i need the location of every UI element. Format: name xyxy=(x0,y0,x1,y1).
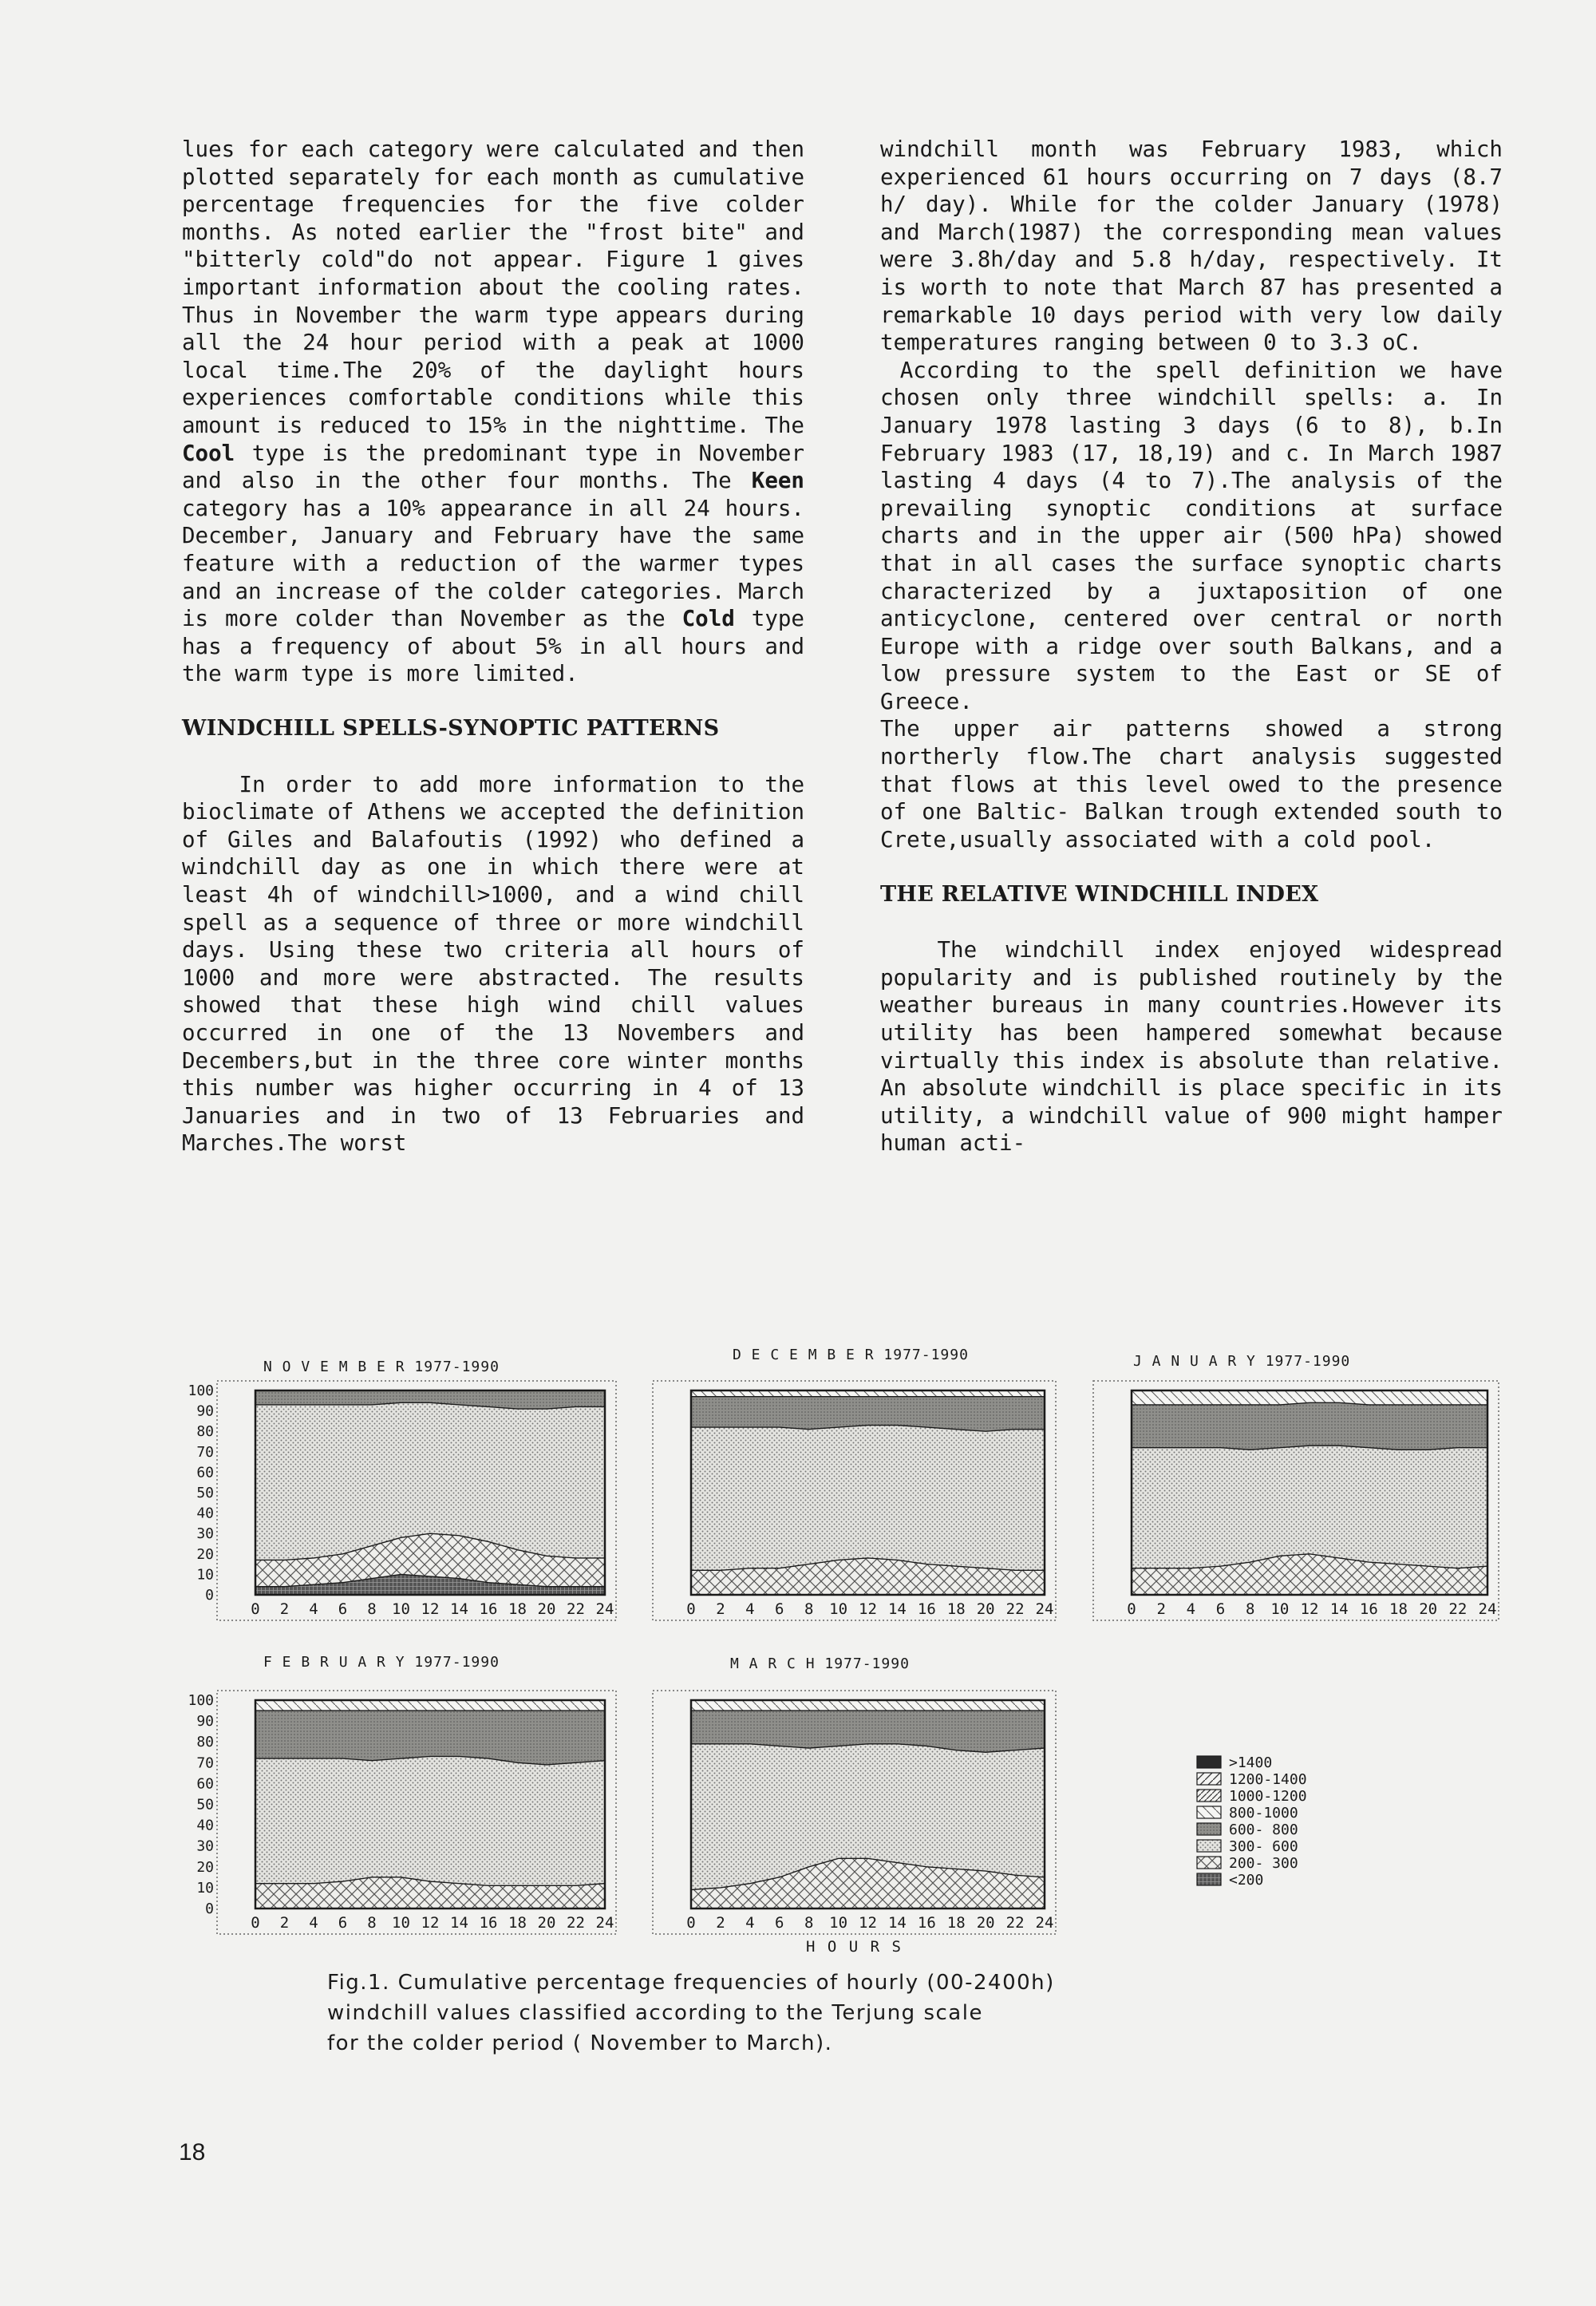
x-axis-label: H O U R S xyxy=(806,1938,903,1956)
y-tick-label: 100 xyxy=(188,1382,214,1399)
area-300-600 xyxy=(1132,1446,1487,1595)
area-800-1000 xyxy=(691,1390,1045,1595)
section-heading-relative-windchill: THE RELATIVE WINDCHILL INDEX xyxy=(880,882,1319,908)
x-tick-label: 24 xyxy=(1035,1600,1054,1618)
plot-background xyxy=(255,1390,605,1595)
x-tick-label: 2 xyxy=(279,1600,290,1618)
x-tick-label: 22 xyxy=(567,1600,585,1618)
area-200-300 xyxy=(255,1877,605,1908)
x-tick-label: 4 xyxy=(309,1914,318,1932)
right-paragraph-3: The upper air patterns showed a strong northerly flow.The chart analysis suggested that flows at this level owed to the presence of one Baltic- Balkan trough extended south to Crete,usually associated with a cold pool. xyxy=(880,716,1503,852)
x-tick-label: 2 xyxy=(716,1914,725,1932)
x-tick-label: 14 xyxy=(450,1600,468,1618)
right-paragraph-4: The windchill index enjoyed widespread popularity and is published routinely by the weather bureaus in many countries.However its utility has been hampered somewhat because virtually this index is absolute than relative. An absolute windchill is place specific in its utility, a windchill value of 900 might hamper human acti- xyxy=(880,937,1503,1157)
cool-term: Cool xyxy=(182,440,235,466)
x-tick-label: 12 xyxy=(1300,1600,1319,1618)
legend-swatch xyxy=(1197,1823,1221,1835)
panel-frame xyxy=(217,1381,616,1620)
area-800-1000 xyxy=(691,1700,1045,1908)
x-tick-label: 20 xyxy=(976,1600,995,1618)
chart-title: D E C E M B E R 1977-1990 xyxy=(733,1347,969,1363)
x-tick-label: 14 xyxy=(450,1914,468,1932)
x-tick-label: 6 xyxy=(775,1600,784,1618)
x-tick-label: 18 xyxy=(946,1600,966,1618)
legend-label: 1000-1200 xyxy=(1229,1788,1307,1805)
area-200-300 xyxy=(1132,1554,1487,1595)
y-tick-label: 80 xyxy=(196,1423,214,1441)
y-tick-label: 30 xyxy=(196,1837,214,1855)
area-200-300 xyxy=(691,1858,1045,1908)
x-tick-label: 18 xyxy=(946,1914,966,1932)
area-600-800 xyxy=(691,1397,1045,1595)
chart-panel-4 xyxy=(188,1654,616,1934)
left-p1c-text: category has a 10% appearance in all 24 hours. December, January and February have the same feature with a reduction of the warmer types and an increase of the colder categories. March is more colder than November as the xyxy=(182,495,804,632)
x-tick-label: 0 xyxy=(1127,1600,1136,1618)
x-tick-label: 20 xyxy=(537,1600,556,1618)
legend-swatch xyxy=(1197,1840,1221,1852)
x-tick-label: 10 xyxy=(392,1914,410,1932)
x-tick-label: 2 xyxy=(279,1914,290,1932)
y-tick-label: 60 xyxy=(196,1775,214,1793)
x-tick-label: 22 xyxy=(1448,1600,1468,1618)
y-tick-label: 90 xyxy=(196,1713,214,1730)
x-tick-label: 6 xyxy=(775,1914,784,1932)
right-paragraph-2: According to the spell definition we have chosen only three windchill spells: a. In January 1978 lasting 3 days (6 to 8), b.In February 1983 (17, 18,19) and c. In March 1987 lasting 4 days (4 to 7).The analysis of the prevailing synoptic conditions at surface charts and in the upper air (500 hPa) showed that in all cases the surface synoptic charts characterized by a juxtaposition of one anticyclone, centered over central or north Europe with a ridge over south Balkans, and a low pressure system to the East or SE of Greece. xyxy=(880,357,1503,714)
x-tick-label: 22 xyxy=(1005,1600,1025,1618)
x-tick-label: 18 xyxy=(1389,1600,1408,1618)
area-300-600 xyxy=(691,1744,1045,1908)
left-paragraph-2: In order to add more information to the bioclimate of Athens we accepted the definition of Giles and Balafoutis (1992) who defined a windchill day as one in which there were at least 4h of windchill>1000, and a wind chill spell as a sequence of three or more windchill days. Using these two criteria all hours of 1000 and more were abstracted. The results showed that these high wind chill values occurred in one of the 13 Novembers and Decembers,but in the three core winter months this number was higher occurring in 4 of 13 Januaries and in two of 13 Februaries and Marches.The worst xyxy=(182,771,804,1157)
y-tick-label: 10 xyxy=(196,1879,214,1897)
plot-background xyxy=(691,1390,1045,1595)
area-600-800 xyxy=(1132,1402,1487,1595)
area-200 xyxy=(255,1574,605,1595)
figure-caption xyxy=(327,1968,1396,2059)
y-tick-label: 10 xyxy=(196,1566,214,1584)
x-tick-label: 4 xyxy=(745,1914,755,1932)
left-paragraph-1 xyxy=(182,136,804,688)
left-p1b-text: type is the predominant type in November and also in the other four months. The xyxy=(182,440,804,494)
panel-frame xyxy=(653,1691,1056,1934)
x-tick-label: 16 xyxy=(479,1600,498,1618)
right-column xyxy=(880,136,1503,1157)
legend-swatch xyxy=(1197,1756,1221,1768)
x-tick-label: 24 xyxy=(595,1600,614,1618)
x-tick-label: 20 xyxy=(976,1914,995,1932)
caption-line-1: Fig.1. Cumulative percentage frequencies of hourly (00-2400h) xyxy=(327,1971,1055,1995)
right-paragraph-1: windchill month was February 1983, which experienced 61 hours occurring on 7 days (8.7 h/ day). While for the colder January (1978) and March(1987) the corresponding mean values were 3.8h/day and 5.8 h/day, respectively. It is worth to note that March 87 has presented a remarkable 10 days period with very low daily temperatures ranging between 0 to 3.3 oC. xyxy=(880,136,1503,356)
x-tick-label: 12 xyxy=(421,1600,440,1618)
page-number: 18 xyxy=(179,2139,206,2166)
y-tick-label: 50 xyxy=(196,1796,214,1814)
legend-label: 600- 800 xyxy=(1229,1821,1298,1838)
x-tick-label: 14 xyxy=(1329,1600,1349,1618)
x-tick-label: 8 xyxy=(367,1914,377,1932)
x-tick-label: 24 xyxy=(595,1914,614,1932)
x-tick-label: 8 xyxy=(804,1914,814,1932)
x-tick-label: 6 xyxy=(338,1600,348,1618)
x-tick-label: 16 xyxy=(917,1600,936,1618)
y-tick-label: 50 xyxy=(196,1485,214,1501)
legend-swatch xyxy=(1197,1773,1221,1785)
panel-frame xyxy=(217,1691,616,1934)
x-tick-label: 12 xyxy=(859,1914,877,1932)
legend-swatch xyxy=(1197,1806,1221,1818)
x-tick-label: 14 xyxy=(887,1600,907,1618)
plot-frame xyxy=(255,1700,605,1908)
x-tick-label: 22 xyxy=(567,1914,585,1932)
x-tick-label: 8 xyxy=(1245,1600,1255,1618)
plot-frame xyxy=(255,1390,605,1595)
x-tick-label: 20 xyxy=(1419,1600,1438,1618)
y-tick-label: 0 xyxy=(205,1901,214,1917)
chart-title: M A R C H 1977-1990 xyxy=(730,1655,910,1672)
y-tick-label: 80 xyxy=(196,1734,214,1751)
y-tick-label: 40 xyxy=(196,1505,214,1522)
x-tick-label: 18 xyxy=(508,1600,527,1618)
y-tick-label: 90 xyxy=(196,1402,214,1420)
x-tick-label: 24 xyxy=(1478,1600,1497,1618)
area-200-300 xyxy=(691,1558,1045,1595)
caption-line-2: windchill values classified according to the Terjung scale xyxy=(327,2001,983,2025)
x-tick-label: 0 xyxy=(686,1914,696,1932)
x-tick-label: 6 xyxy=(1215,1600,1226,1618)
legend-label: 300- 600 xyxy=(1229,1838,1298,1855)
x-tick-label: 0 xyxy=(251,1914,260,1932)
plot-frame xyxy=(1132,1390,1487,1595)
chart-panel-2 xyxy=(653,1347,1056,1620)
area-600-800 xyxy=(691,1711,1045,1908)
chart-title: N O V E M B E R 1977-1990 xyxy=(263,1359,500,1375)
x-tick-label: 4 xyxy=(1186,1600,1196,1618)
y-tick-label: 0 xyxy=(205,1587,214,1604)
figure-legend xyxy=(1197,1754,1307,1889)
x-tick-label: 4 xyxy=(745,1600,755,1618)
plot-background xyxy=(691,1700,1045,1908)
plot-frame xyxy=(691,1700,1045,1908)
y-tick-label: 30 xyxy=(196,1525,214,1543)
area-600-800 xyxy=(255,1711,605,1908)
x-tick-label: 16 xyxy=(479,1914,498,1932)
left-column xyxy=(182,136,804,1157)
x-tick-label: 24 xyxy=(1035,1914,1054,1932)
area-300-600 xyxy=(255,1756,605,1908)
panel-frame xyxy=(1093,1381,1499,1620)
chart-title: F E B R U A R Y 1977-1990 xyxy=(263,1654,500,1671)
area-300-600 xyxy=(691,1426,1045,1595)
plot-frame xyxy=(691,1390,1045,1595)
x-tick-label: 4 xyxy=(309,1600,318,1618)
y-tick-label: 60 xyxy=(196,1464,214,1481)
legend-swatch xyxy=(1197,1790,1221,1802)
x-tick-label: 16 xyxy=(917,1914,936,1932)
area-600-800 xyxy=(255,1390,605,1595)
y-tick-label: 20 xyxy=(196,1858,214,1876)
plot-background xyxy=(1132,1390,1487,1595)
x-tick-label: 18 xyxy=(508,1914,527,1932)
keen-term: Keen xyxy=(751,468,804,494)
legend-label: 800-1000 xyxy=(1229,1805,1298,1821)
chart-panel-5 xyxy=(653,1655,1056,1956)
legend-swatch xyxy=(1197,1857,1221,1869)
panel-frame xyxy=(653,1381,1056,1620)
section-heading-windchill-spells: WINDCHILL SPELLS-SYNOPTIC PATTERNS xyxy=(182,716,720,742)
x-tick-label: 10 xyxy=(829,1600,848,1618)
plot-background xyxy=(255,1700,605,1908)
legend-swatch xyxy=(1197,1873,1221,1885)
x-tick-label: 0 xyxy=(686,1600,696,1618)
x-tick-label: 2 xyxy=(716,1600,725,1618)
x-tick-label: 0 xyxy=(251,1600,260,1618)
area-800-1000 xyxy=(255,1700,605,1908)
left-p1-text: lues for each category were calculated and then plotted separately for each month as cumulative percentage frequencies for the five colder months. As noted earlier the "frost bite" and "bitterly cold"do not appear. Figure 1 gives important information about the cooling rates. Thus in November the warm type appears during all the 24 hour period with a peak at 1000 local time.The 20% of the daylight hours experiences comfortable conditions while this amount is reduced to 15% in the nighttime. The xyxy=(182,136,804,438)
legend-label: >1400 xyxy=(1229,1754,1273,1771)
x-tick-label: 6 xyxy=(338,1914,348,1932)
legend-label: 1200-1400 xyxy=(1229,1771,1307,1788)
area-300-600 xyxy=(255,1402,605,1595)
x-tick-label: 10 xyxy=(1270,1600,1290,1618)
chart-panel-3 xyxy=(1093,1353,1499,1620)
y-tick-label: 100 xyxy=(188,1692,214,1709)
x-tick-label: 16 xyxy=(1359,1600,1378,1618)
x-tick-label: 14 xyxy=(887,1914,907,1932)
y-tick-label: 40 xyxy=(196,1817,214,1834)
left-p1d-text: type has a frequency of about 5% in all hours and the warm type is more limited. xyxy=(182,606,804,687)
y-tick-label: 20 xyxy=(196,1545,214,1563)
chart-panel-1 xyxy=(188,1359,616,1620)
x-tick-label: 20 xyxy=(537,1914,556,1932)
y-tick-label: 70 xyxy=(196,1443,214,1461)
chart-title: J A N U A R Y 1977-1990 xyxy=(1133,1353,1351,1370)
x-tick-label: 8 xyxy=(367,1600,377,1618)
area-800-1000 xyxy=(1132,1390,1487,1595)
x-tick-label: 12 xyxy=(859,1600,877,1618)
x-tick-label: 2 xyxy=(1156,1600,1166,1618)
legend-label: 200- 300 xyxy=(1229,1855,1298,1872)
x-tick-label: 10 xyxy=(829,1914,848,1932)
caption-line-3: for the colder period ( November to March). xyxy=(327,2031,833,2055)
area-200-300 xyxy=(255,1533,605,1595)
x-tick-label: 22 xyxy=(1005,1914,1025,1932)
y-tick-label: 70 xyxy=(196,1754,214,1772)
x-tick-label: 10 xyxy=(392,1600,410,1618)
cold-term: Cold xyxy=(681,606,735,632)
legend-label: <200 xyxy=(1229,1872,1264,1889)
x-tick-label: 12 xyxy=(421,1914,440,1932)
x-tick-label: 8 xyxy=(804,1600,814,1618)
